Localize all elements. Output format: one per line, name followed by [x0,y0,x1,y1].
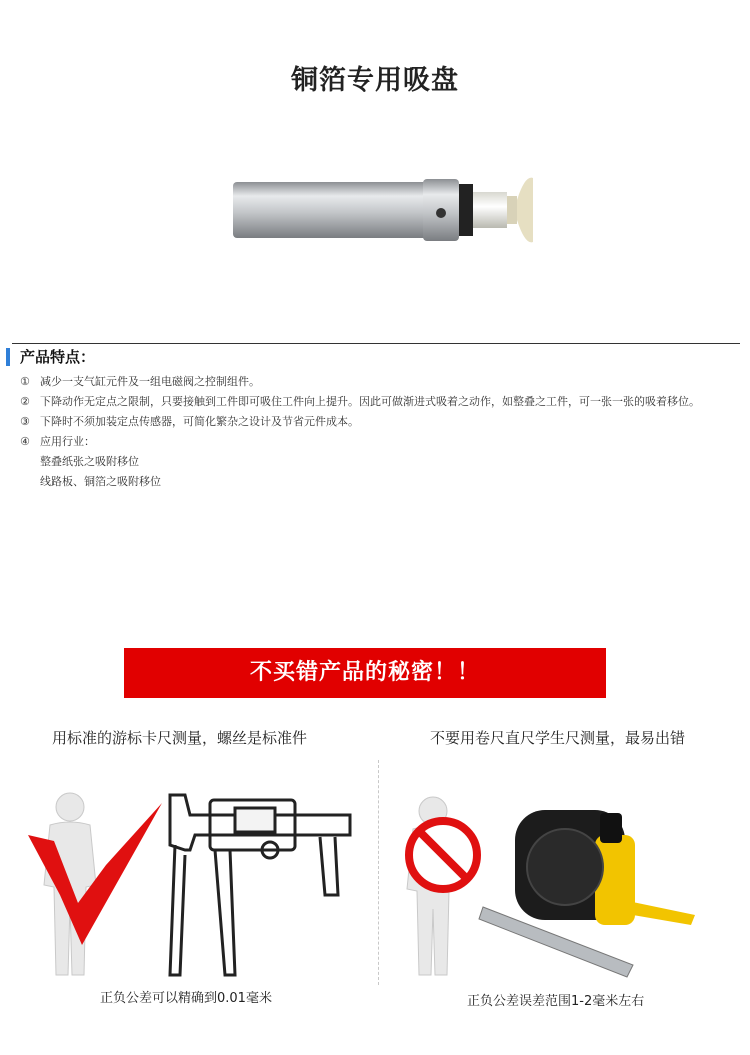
feature-text: 下降时不须加装定点传感器，可简化繁杂之设计及节省元件成本。 [40,415,359,428]
prohibition-icon [409,821,477,889]
tape-measure-icon [515,810,695,925]
secret-banner: 不买错产品的秘密！！ [124,648,606,698]
feature-number: ③ [20,415,30,428]
feature-item [20,392,745,412]
product-image [225,170,545,250]
feature-sub-item: 线路板、铜箔之吸附移位 [40,475,161,488]
feature-item [20,432,745,452]
left-column-title: 用标准的游标卡尺测量，螺丝是标准件 [52,729,308,747]
features-divider [12,343,740,344]
features-marker [6,348,10,366]
right-caption: 正负公差误差范围1-2毫米左右 [467,994,645,1009]
features-list [20,372,745,492]
feature-text: 下降动作无定点之限制，只要接触到工件即可吸住工件向上提升。因此可做渐进式吸着之动作，如整叠之工件，可一张一张的吸着移位。 [40,395,700,408]
feature-number: ② [20,395,30,408]
feature-item [20,372,745,392]
page-title: 铜箔专用吸盘 [291,65,459,96]
column-divider [378,760,379,985]
features-heading: 产品特点： [20,348,96,366]
feature-item [20,412,745,432]
feature-sub-item: 整叠纸张之吸附移位 [40,455,139,468]
caliper-illustration [20,775,375,985]
feature-text: 减少一支气缸元件及一组电磁阀之控制组件。 [40,375,260,388]
tape-measure-illustration [395,775,740,985]
feature-text: 应用行业： [40,435,95,448]
right-column-title: 不要用卷尺直尺学生尺测量，最易出错 [430,729,686,747]
feature-number: ① [20,375,30,388]
left-caption: 正负公差可以精确到0.01毫米 [100,991,272,1006]
vernier-caliper-icon [170,795,350,975]
feature-number: ④ [20,435,30,448]
